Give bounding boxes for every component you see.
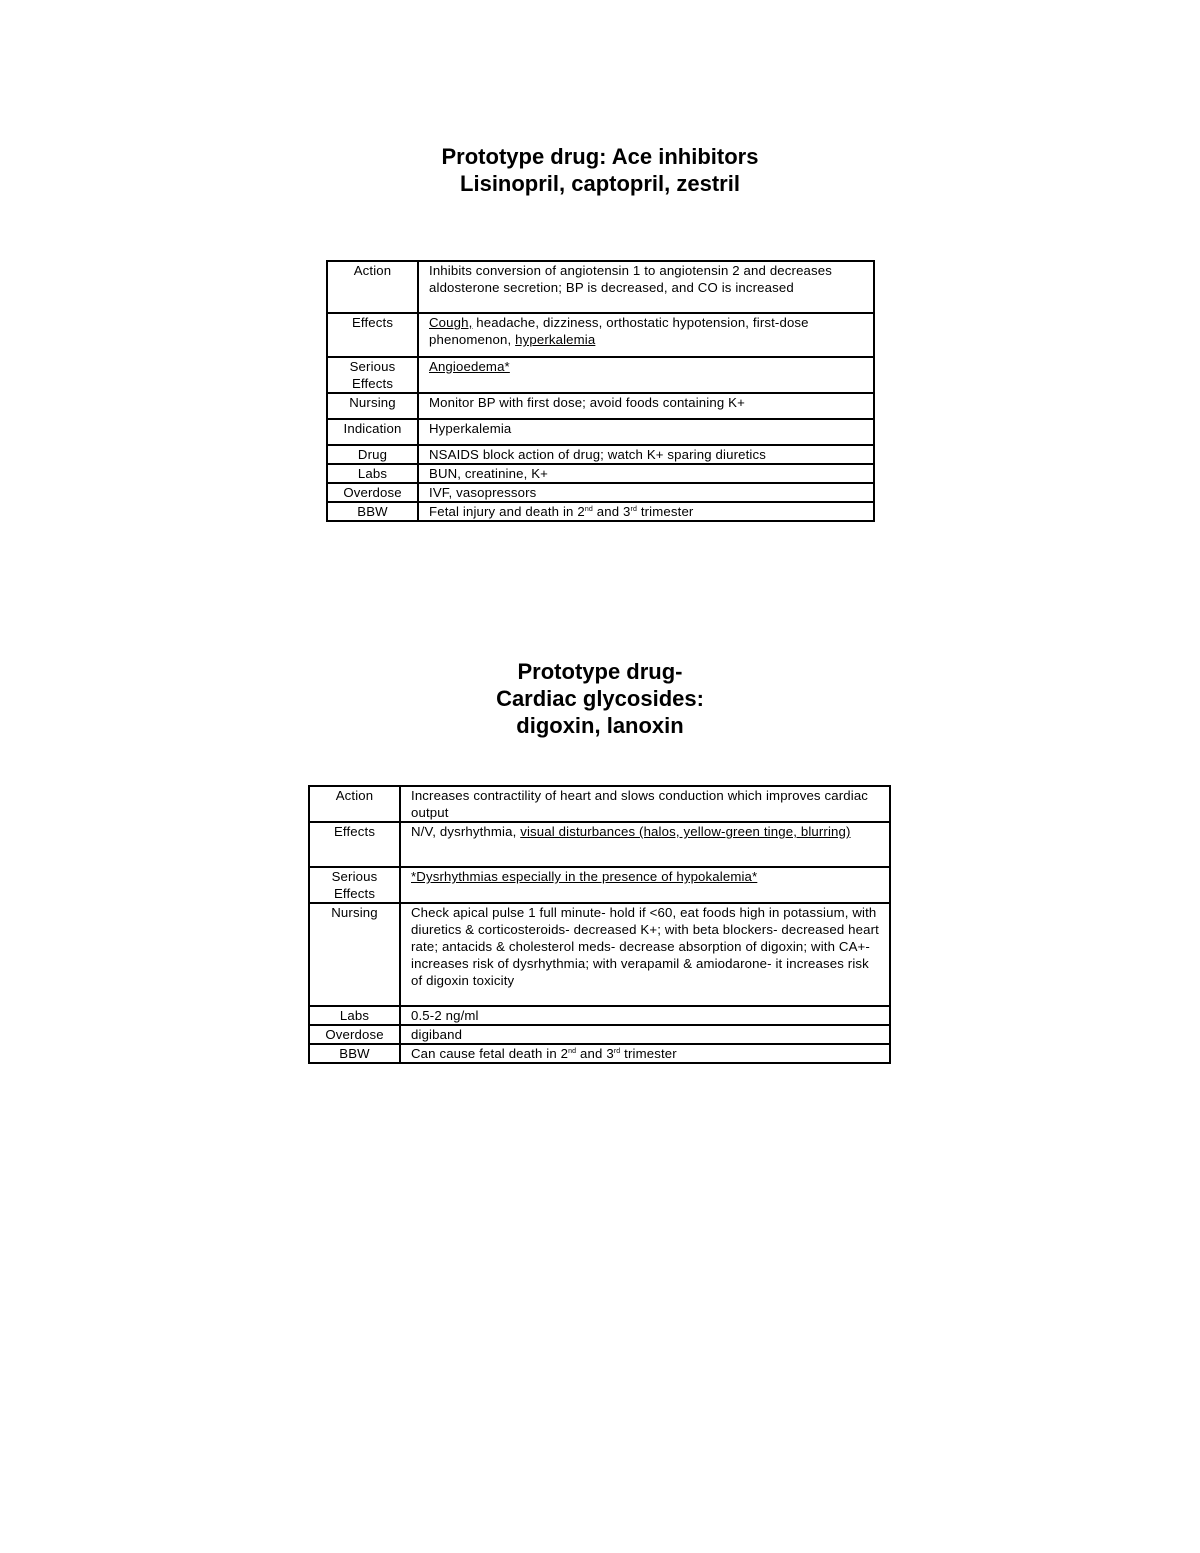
row-value	[418, 357, 874, 393]
table-row-action	[327, 261, 874, 313]
row-value	[418, 313, 874, 357]
row-value: Check apical pulse 1 full minute- hold if <60, eat foods high in potassium, with diuretics & corticosteroids- decreased K+; with beta blockers- decreased heart rate; antacids & cholesterol meds- decrease absorption of digoxin; with CA+- increases risk of dysrhythmia; with verapamil & amiodarone- it increases risk of digoxin toxicity	[400, 903, 890, 1006]
row-label: BBW	[309, 1044, 400, 1063]
section2-title	[0, 658, 1200, 739]
row-value: 0.5-2 ng/ml	[400, 1006, 890, 1025]
superscript: nd	[584, 506, 593, 513]
section2-title-line1: Prototype drug-	[517, 659, 683, 684]
plain-text: N/V, dysrhythmia,	[411, 824, 521, 839]
section2-title-line3: digoxin, lanoxin	[516, 713, 684, 738]
section2-title-line2: Cardiac glycosides:	[496, 686, 704, 711]
row-value	[400, 867, 890, 903]
section1-title-line1: Prototype drug: Ace inhibitors	[441, 144, 759, 169]
table-row-labs	[327, 464, 874, 483]
table-row-bbw	[327, 502, 874, 521]
table-row-effects	[309, 822, 890, 867]
plain-text: Can cause fetal death in 2	[411, 1046, 569, 1061]
row-label: Effects	[327, 313, 418, 357]
table-row-effects	[327, 313, 874, 357]
row-label: Overdose	[327, 483, 418, 502]
table-row-overdose	[327, 483, 874, 502]
plain-text: and 3	[576, 1046, 614, 1061]
underlined-text: *Dysrhythmias especially in the presence of hypokalemia*	[411, 869, 758, 884]
table-row-action	[309, 786, 890, 822]
row-label: Drug	[327, 445, 418, 464]
plain-text: trimester	[620, 1046, 677, 1061]
ace-inhibitors-table	[326, 260, 875, 522]
row-label: Serious Effects	[309, 867, 400, 903]
superscript: rd	[613, 1048, 621, 1055]
row-label: Indication	[327, 419, 418, 445]
row-label: Effects	[309, 822, 400, 867]
row-value: IVF, vasopressors	[418, 483, 874, 502]
row-label: Action	[327, 261, 418, 313]
plain-text: headache, dizziness, orthostatic hypotension, first-dose phenomenon,	[429, 315, 809, 347]
row-label: Serious Effects	[327, 357, 418, 393]
table-row-bbw	[309, 1044, 890, 1063]
table-row-nursing	[309, 903, 890, 1006]
row-value: Hyperkalemia	[418, 419, 874, 445]
row-label: Action	[309, 786, 400, 822]
section1-title	[0, 143, 1200, 197]
superscript: rd	[630, 506, 638, 513]
plain-text: Fetal injury and death in 2	[429, 504, 585, 519]
table-row-nursing	[327, 393, 874, 419]
plain-text: trimester	[637, 504, 694, 519]
cardiac-glycosides-table	[308, 785, 891, 1064]
superscript: nd	[568, 1048, 577, 1055]
table-row-overdose	[309, 1025, 890, 1044]
row-value: Monitor BP with first dose; avoid foods containing K+	[418, 393, 874, 419]
row-label: Labs	[309, 1006, 400, 1025]
row-label: Overdose	[309, 1025, 400, 1044]
row-label: Nursing	[327, 393, 418, 419]
plain-text: and 3	[592, 504, 631, 519]
row-label: BBW	[327, 502, 418, 521]
table-row-indication	[327, 419, 874, 445]
row-label: Labs	[327, 464, 418, 483]
underlined-text: Cough,	[429, 315, 473, 330]
row-value: BUN, creatinine, K+	[418, 464, 874, 483]
row-value	[400, 1044, 890, 1063]
section1-title-line2: Lisinopril, captopril, zestril	[460, 171, 740, 196]
table-row-drug	[327, 445, 874, 464]
table-row-serious-effects	[309, 867, 890, 903]
row-value: Increases contractility of heart and slows conduction which improves cardiac output	[400, 786, 890, 822]
row-value: digiband	[400, 1025, 890, 1044]
table-row-serious-effects	[327, 357, 874, 393]
underlined-text: Angioedema*	[429, 359, 510, 374]
underlined-text: hyperkalemia	[515, 332, 596, 347]
row-value	[400, 822, 890, 867]
row-value: NSAIDS block action of drug; watch K+ sparing diuretics	[418, 445, 874, 464]
underlined-text: visual disturbances (halos, yellow-green tinge, blurring)	[520, 824, 851, 839]
row-value	[418, 502, 874, 521]
row-label: Nursing	[309, 903, 400, 1006]
table-row-labs	[309, 1006, 890, 1025]
row-value: Inhibits conversion of angiotensin 1 to angiotensin 2 and decreases aldosterone secretion; BP is decreased, and CO is increased	[418, 261, 874, 313]
